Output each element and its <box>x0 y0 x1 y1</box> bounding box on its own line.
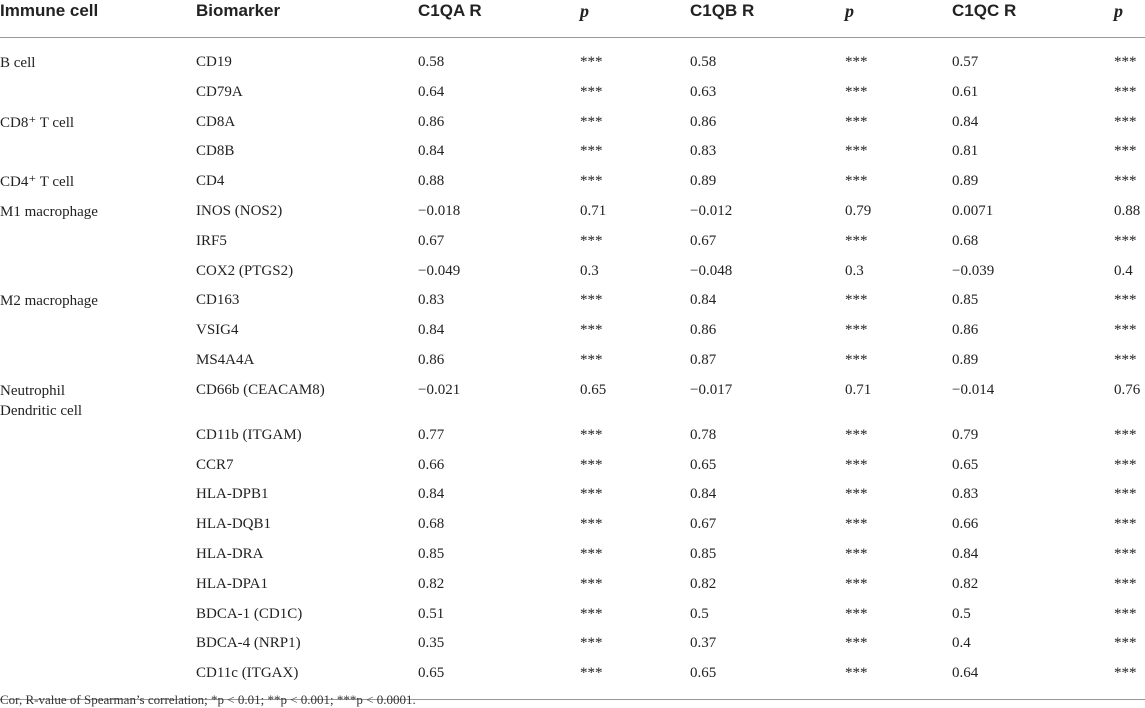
cell-c1qa-p: *** <box>580 456 603 473</box>
table-row <box>0 600 1145 630</box>
cell-c1qb-r: 0.84 <box>690 486 717 503</box>
cell-c1qb-p: *** <box>845 456 868 473</box>
table-row <box>0 227 1145 257</box>
cell-c1qb-p: *** <box>845 292 868 309</box>
table-row <box>0 167 1145 197</box>
cell-c1qb-r: 0.78 <box>690 426 717 443</box>
table-row <box>0 316 1145 346</box>
cell-group <box>0 257 196 287</box>
cell-c1qb-p: *** <box>845 486 868 503</box>
table-footnote <box>0 692 416 708</box>
cell-group <box>0 629 196 659</box>
table-row <box>0 421 1145 451</box>
cell-group: M1 macrophage <box>0 203 98 220</box>
header-immune-cell: Immune cell <box>0 0 196 38</box>
cell-c1qc-p: *** <box>1114 486 1137 503</box>
cell-c1qc-r: 0.5 <box>952 605 971 622</box>
cell-biomarker: CD11c (ITGAX) <box>196 659 418 699</box>
header-c1qc-r: C1QC R <box>952 0 1114 38</box>
cell-c1qc-p: *** <box>1114 456 1137 473</box>
cell-c1qa-r: 0.82 <box>418 575 445 592</box>
cell-c1qa-p: *** <box>580 173 603 190</box>
header-row <box>0 0 1145 38</box>
cell-c1qb-r: 0.82 <box>690 575 717 592</box>
table-row <box>0 376 1145 421</box>
cell-c1qc-r: 0.89 <box>952 351 979 368</box>
cell-c1qa-p: *** <box>580 54 603 70</box>
cell-c1qc-p: *** <box>1114 83 1137 100</box>
cell-c1qb-p: 0.71 <box>845 381 872 398</box>
cell-c1qa-p: *** <box>580 426 603 443</box>
cell-c1qc-p: 0.76 <box>1114 381 1141 398</box>
cell-c1qc-p: *** <box>1114 232 1137 249</box>
cell-c1qb-p: *** <box>845 635 868 652</box>
table-row <box>0 137 1145 167</box>
cell-c1qb-p: *** <box>845 659 952 699</box>
cell-c1qa-p: *** <box>580 292 603 309</box>
cell-c1qa-r: 0.67 <box>418 232 445 249</box>
cell-c1qb-p: 0.3 <box>845 262 864 279</box>
cell-c1qc-p: *** <box>1114 575 1137 592</box>
cell-c1qb-r: 0.85 <box>690 545 717 562</box>
cell-biomarker: CD66b (CEACAM8) <box>196 381 325 398</box>
cell-c1qa-p: *** <box>580 575 603 592</box>
cell-group <box>0 78 196 108</box>
table-row <box>0 629 1145 659</box>
cell-group <box>0 137 196 167</box>
cell-biomarker: IRF5 <box>196 232 227 249</box>
cell-c1qc-r: 0.84 <box>952 113 979 130</box>
table-row <box>0 480 1145 510</box>
table-row <box>0 257 1145 287</box>
cell-c1qb-r: 0.84 <box>690 292 717 309</box>
cell-c1qc-r: 0.0071 <box>952 202 994 219</box>
cell-c1qc-p: *** <box>1114 322 1137 339</box>
cell-c1qc-r: 0.81 <box>952 143 979 160</box>
cell-group: CD8⁺ T cell <box>0 114 75 131</box>
cell-c1qb-p: *** <box>845 426 868 443</box>
cell-biomarker: CD163 <box>196 292 240 309</box>
cell-c1qc-r: 0.61 <box>952 83 979 100</box>
cell-c1qa-r: 0.85 <box>418 545 445 562</box>
table-row <box>0 78 1145 108</box>
header-c1qa-p: p <box>580 0 690 38</box>
cell-c1qb-r: 0.67 <box>690 232 717 249</box>
cell-c1qa-r: 0.65 <box>418 659 580 699</box>
cell-c1qb-p: *** <box>845 516 868 533</box>
table-row <box>0 286 1145 316</box>
cell-c1qb-r: 0.65 <box>690 456 717 473</box>
table-header <box>0 0 1145 38</box>
cell-c1qa-r: −0.021 <box>418 381 461 398</box>
cell-c1qa-r: 0.35 <box>418 635 445 652</box>
cell-biomarker: HLA-DQB1 <box>196 516 271 533</box>
cell-c1qc-r: 0.57 <box>952 54 979 70</box>
cell-c1qc-r: 0.82 <box>952 575 979 592</box>
cell-c1qa-r: 0.66 <box>418 456 445 473</box>
cell-c1qa-p: *** <box>580 322 603 339</box>
cell-group <box>0 480 196 510</box>
cell-c1qa-p: *** <box>580 351 603 368</box>
cell-group: B cell <box>0 55 36 71</box>
cell-c1qa-r: 0.84 <box>418 486 445 503</box>
cell-c1qa-p: *** <box>580 516 603 533</box>
cell-c1qc-p: *** <box>1114 351 1137 368</box>
cell-c1qc-r: −0.014 <box>952 381 995 398</box>
cell-group: M2 macrophage <box>0 293 98 310</box>
cell-biomarker: CD11b (ITGAM) <box>196 426 302 443</box>
table-row <box>0 510 1145 540</box>
cell-c1qc-p: *** <box>1114 545 1137 562</box>
cell-c1qc-p: *** <box>1114 605 1137 622</box>
cell-c1qa-r: 0.86 <box>418 113 445 130</box>
table-row <box>0 197 1145 227</box>
cell-c1qb-p: *** <box>845 173 868 190</box>
cell-c1qc-p: *** <box>1114 113 1137 130</box>
cell-biomarker: CD19 <box>196 54 232 70</box>
cell-c1qc-p: *** <box>1114 143 1137 160</box>
cell-c1qc-r: 0.85 <box>952 292 979 309</box>
cell-group <box>0 316 196 346</box>
cell-c1qb-r: 0.37 <box>690 635 717 652</box>
cell-c1qb-r: 0.67 <box>690 516 717 533</box>
cell-c1qc-r: 0.68 <box>952 232 979 249</box>
cell-c1qc-p: *** <box>1114 173 1137 190</box>
cell-c1qa-p: 0.3 <box>580 262 599 279</box>
cell-c1qa-p: *** <box>580 545 603 562</box>
cell-c1qb-r: 0.86 <box>690 322 717 339</box>
cell-c1qa-r: −0.049 <box>418 262 461 279</box>
cell-c1qa-r: 0.84 <box>418 322 445 339</box>
cell-c1qc-p: *** <box>1114 659 1145 699</box>
cell-c1qc-r: 0.86 <box>952 322 979 339</box>
cell-biomarker: HLA-DRA <box>196 545 264 562</box>
cell-c1qa-r: 0.84 <box>418 143 445 160</box>
cell-c1qb-r: 0.89 <box>690 173 717 190</box>
cell-c1qb-p: *** <box>845 232 868 249</box>
table-row <box>0 451 1145 481</box>
cell-c1qb-r: 0.86 <box>690 113 717 130</box>
cell-c1qb-p: *** <box>845 83 868 100</box>
cell-group: CD4⁺ T cell <box>0 174 75 191</box>
cell-c1qb-p: *** <box>845 54 868 70</box>
table-row <box>0 108 1145 138</box>
cell-c1qa-p: 0.65 <box>580 381 607 398</box>
cell-c1qb-p: *** <box>845 605 868 622</box>
cell-biomarker: VSIG4 <box>196 322 239 339</box>
cell-group <box>0 510 196 540</box>
cell-biomarker: CCR7 <box>196 456 234 473</box>
cell-group <box>0 540 196 570</box>
cell-group <box>0 421 196 451</box>
footnote-text: Cor, R-value of Spearman’s correlation; *p < 0.01; **p < 0.001; ***p < 0.0001. <box>0 692 416 707</box>
cell-c1qa-r: 0.64 <box>418 83 445 100</box>
cell-c1qc-p: 0.88 <box>1114 202 1141 219</box>
cell-group <box>0 600 196 630</box>
header-c1qb-p: p <box>845 0 952 38</box>
cell-c1qb-r: −0.017 <box>690 381 733 398</box>
cell-c1qc-r: 0.4 <box>952 635 971 652</box>
cell-c1qb-r: 0.5 <box>690 605 709 622</box>
cell-c1qc-p: *** <box>1114 292 1137 309</box>
cell-c1qa-p: *** <box>580 232 603 249</box>
cell-c1qa-p: 0.71 <box>580 202 607 219</box>
cell-c1qa-r: 0.83 <box>418 292 445 309</box>
cell-c1qa-p: *** <box>580 605 603 622</box>
cell-c1qc-r: 0.66 <box>952 516 979 533</box>
cell-c1qc-r: 0.79 <box>952 426 979 443</box>
cell-c1qb-p: 0.79 <box>845 202 872 219</box>
cell-c1qb-p: *** <box>845 322 868 339</box>
cell-c1qa-r: 0.58 <box>418 54 445 70</box>
cell-c1qc-p: *** <box>1114 635 1137 652</box>
cell-c1qb-p: *** <box>845 143 868 160</box>
cell-c1qc-r: −0.039 <box>952 262 995 279</box>
cell-c1qb-p: *** <box>845 575 868 592</box>
cell-biomarker: INOS (NOS2) <box>196 202 283 219</box>
cell-c1qa-p: *** <box>580 486 603 503</box>
cell-c1qc-p: 0.4 <box>1114 262 1133 279</box>
cell-c1qc-r: 0.84 <box>952 545 979 562</box>
cell-c1qc-r: 0.83 <box>952 486 979 503</box>
header-biomarker: Biomarker <box>196 0 418 38</box>
cell-c1qa-r: 0.88 <box>418 173 445 190</box>
cell-group <box>0 346 196 376</box>
table-row <box>0 346 1145 376</box>
cell-c1qa-p: *** <box>580 143 603 160</box>
cell-biomarker: CD79A <box>196 83 243 100</box>
cell-group: Neutrophil Dendritic cell <box>0 382 83 419</box>
cell-group <box>0 570 196 600</box>
table-row <box>0 540 1145 570</box>
table-body <box>0 38 1145 700</box>
cell-c1qb-r: −0.048 <box>690 262 733 279</box>
cell-biomarker: MS4A4A <box>196 351 255 368</box>
cell-c1qc-r: 0.89 <box>952 173 979 190</box>
cell-c1qc-r: 0.65 <box>952 456 979 473</box>
cell-biomarker: HLA-DPA1 <box>196 575 268 592</box>
header-c1qa-r: C1QA R <box>418 0 580 38</box>
cell-biomarker: COX2 (PTGS2) <box>196 262 294 279</box>
cell-c1qc-p: *** <box>1114 426 1137 443</box>
cell-c1qc-p: *** <box>1114 516 1137 533</box>
cell-c1qc-r: 0.64 <box>952 659 1114 699</box>
cell-c1qa-p: *** <box>580 635 603 652</box>
header-c1qb-r: C1QB R <box>690 0 845 38</box>
header-c1qc-p: p <box>1114 0 1145 38</box>
cell-biomarker: CD4 <box>196 173 225 190</box>
table-row <box>0 570 1145 600</box>
cell-group <box>0 227 196 257</box>
cell-c1qa-r: 0.68 <box>418 516 445 533</box>
cell-c1qb-p: *** <box>845 351 868 368</box>
cell-c1qb-r: 0.87 <box>690 351 717 368</box>
cell-group <box>0 451 196 481</box>
cell-c1qc-p: *** <box>1114 54 1137 70</box>
cell-c1qb-r: 0.58 <box>690 54 717 70</box>
table-row <box>0 38 1145 78</box>
cell-c1qb-r: 0.65 <box>690 659 845 699</box>
cell-c1qa-p: *** <box>580 113 603 130</box>
cell-biomarker: BDCA-4 (NRP1) <box>196 635 301 652</box>
cell-c1qb-p: *** <box>845 113 868 130</box>
cell-c1qa-p: *** <box>580 659 690 699</box>
cell-c1qa-r: 0.86 <box>418 351 445 368</box>
cell-c1qa-r: −0.018 <box>418 202 461 219</box>
cell-c1qa-r: 0.51 <box>418 605 445 622</box>
cell-c1qb-p: *** <box>845 545 868 562</box>
cell-c1qa-p: *** <box>580 83 603 100</box>
cell-c1qa-r: 0.77 <box>418 426 445 443</box>
cell-c1qb-r: −0.012 <box>690 202 733 219</box>
cell-c1qb-r: 0.83 <box>690 143 717 160</box>
cell-c1qb-r: 0.63 <box>690 83 717 100</box>
cell-biomarker: HLA-DPB1 <box>196 486 269 503</box>
cell-biomarker: CD8A <box>196 113 236 130</box>
cell-biomarker: BDCA-1 (CD1C) <box>196 605 303 622</box>
cell-biomarker: CD8B <box>196 143 235 160</box>
